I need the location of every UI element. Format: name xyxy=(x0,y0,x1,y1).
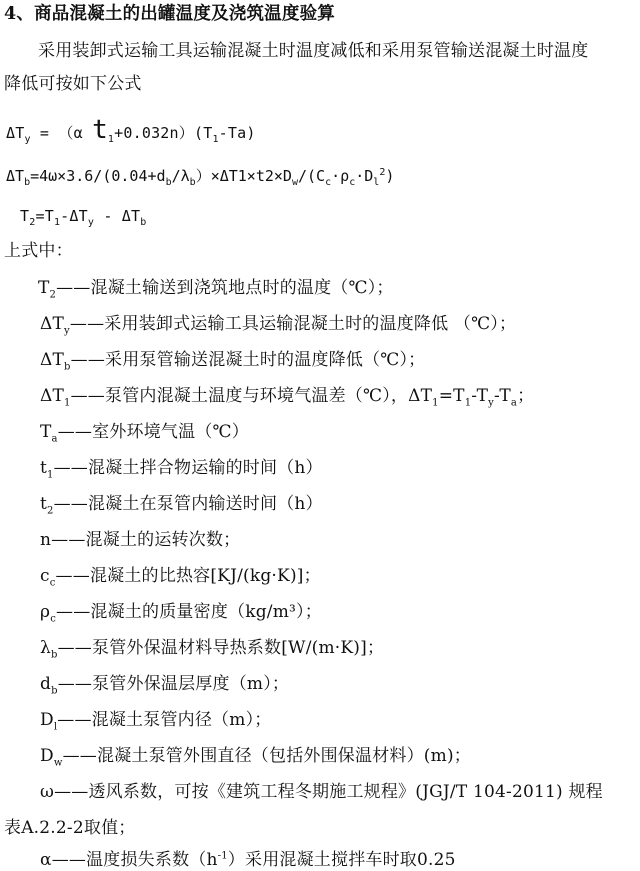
definition-item: $\Delta T_y——$采用装卸式运输工具运输混凝土时的温度降低 （℃）； xyxy=(40,314,517,337)
formula-temp-drop-pump: $\Delta T_b=4\omega\times 3.6/(0.04+d_b/\lambda_b)\times\Delta T1\times t2\times D_w/(C_c\cdot\rho_c\cdot D_l^2)$ xyxy=(6,167,395,188)
where-label: 上式中： xyxy=(4,241,73,261)
definition-item: $D_w——$混凝土泵管外围直径（包括外围保温材料）(m)； xyxy=(40,746,471,769)
definition-item: $T_a——$室外环境气温（℃） xyxy=(40,422,249,445)
formula-pour-temperature: $T_2=T_1-\Delta T_y - \Delta T_b$ xyxy=(20,207,147,228)
definition-item: $D_l——$混凝土泵管内径（m）； xyxy=(40,710,272,733)
formula-temp-drop-transport: $\Delta T_y = (\alpha$ $t_1+0.032n)(T_1-Ta)$ xyxy=(6,115,256,145)
definition-item: $\Delta T_1——$泵管内混凝土温度与环境气温差（℃），$\Delta T_1=T_1-T_y-T_a$； xyxy=(40,386,535,409)
definition-item: $\rho_c——$混凝土的质量密度（kg/m³）； xyxy=(40,602,322,625)
intro-line-2: 降低可按如下公式 xyxy=(4,74,142,94)
section-heading: 4、商品混凝土的出罐温度及浇筑温度验算 xyxy=(4,4,335,24)
definition-item: $T_2——$混凝土输送到浇筑地点时的温度（℃）； xyxy=(38,278,394,301)
definition-item: $d_b——$泵管外保温层厚度（m）； xyxy=(40,674,290,697)
omega-continuation: 表A.2.2-2取值； xyxy=(4,818,136,838)
definition-item: $c_c——$混凝土的比热容[KJ/(kg·K)]； xyxy=(40,566,321,589)
definition-item: $\Delta T_b——$采用泵管输送混凝土时的温度降低（℃）； xyxy=(40,350,426,373)
definition-item: n——混凝土的运转次数； xyxy=(40,530,241,550)
definition-item: $\lambda_b——$泵管外保温材料导热系数[W/(m·K)]； xyxy=(40,638,385,661)
definition-alpha: α——温度损失系数$(h^{-1})$采用混凝土搅拌车时取0.25 xyxy=(40,850,456,870)
intro-line-1: 采用装卸式运输工具运输混凝土时温度减低和采用泵管输送混凝土时温度 xyxy=(38,41,589,61)
definition-item: ω——透风系数，可按《建筑工程冬期施工规程》(JGJ/T 104-2011) 规程 xyxy=(40,782,603,802)
definition-item: $t_1——$混凝土拌合物运输的时间（h） xyxy=(40,458,323,481)
definition-item: $t_2——$混凝土在泵管内输送时间（h） xyxy=(40,494,323,517)
